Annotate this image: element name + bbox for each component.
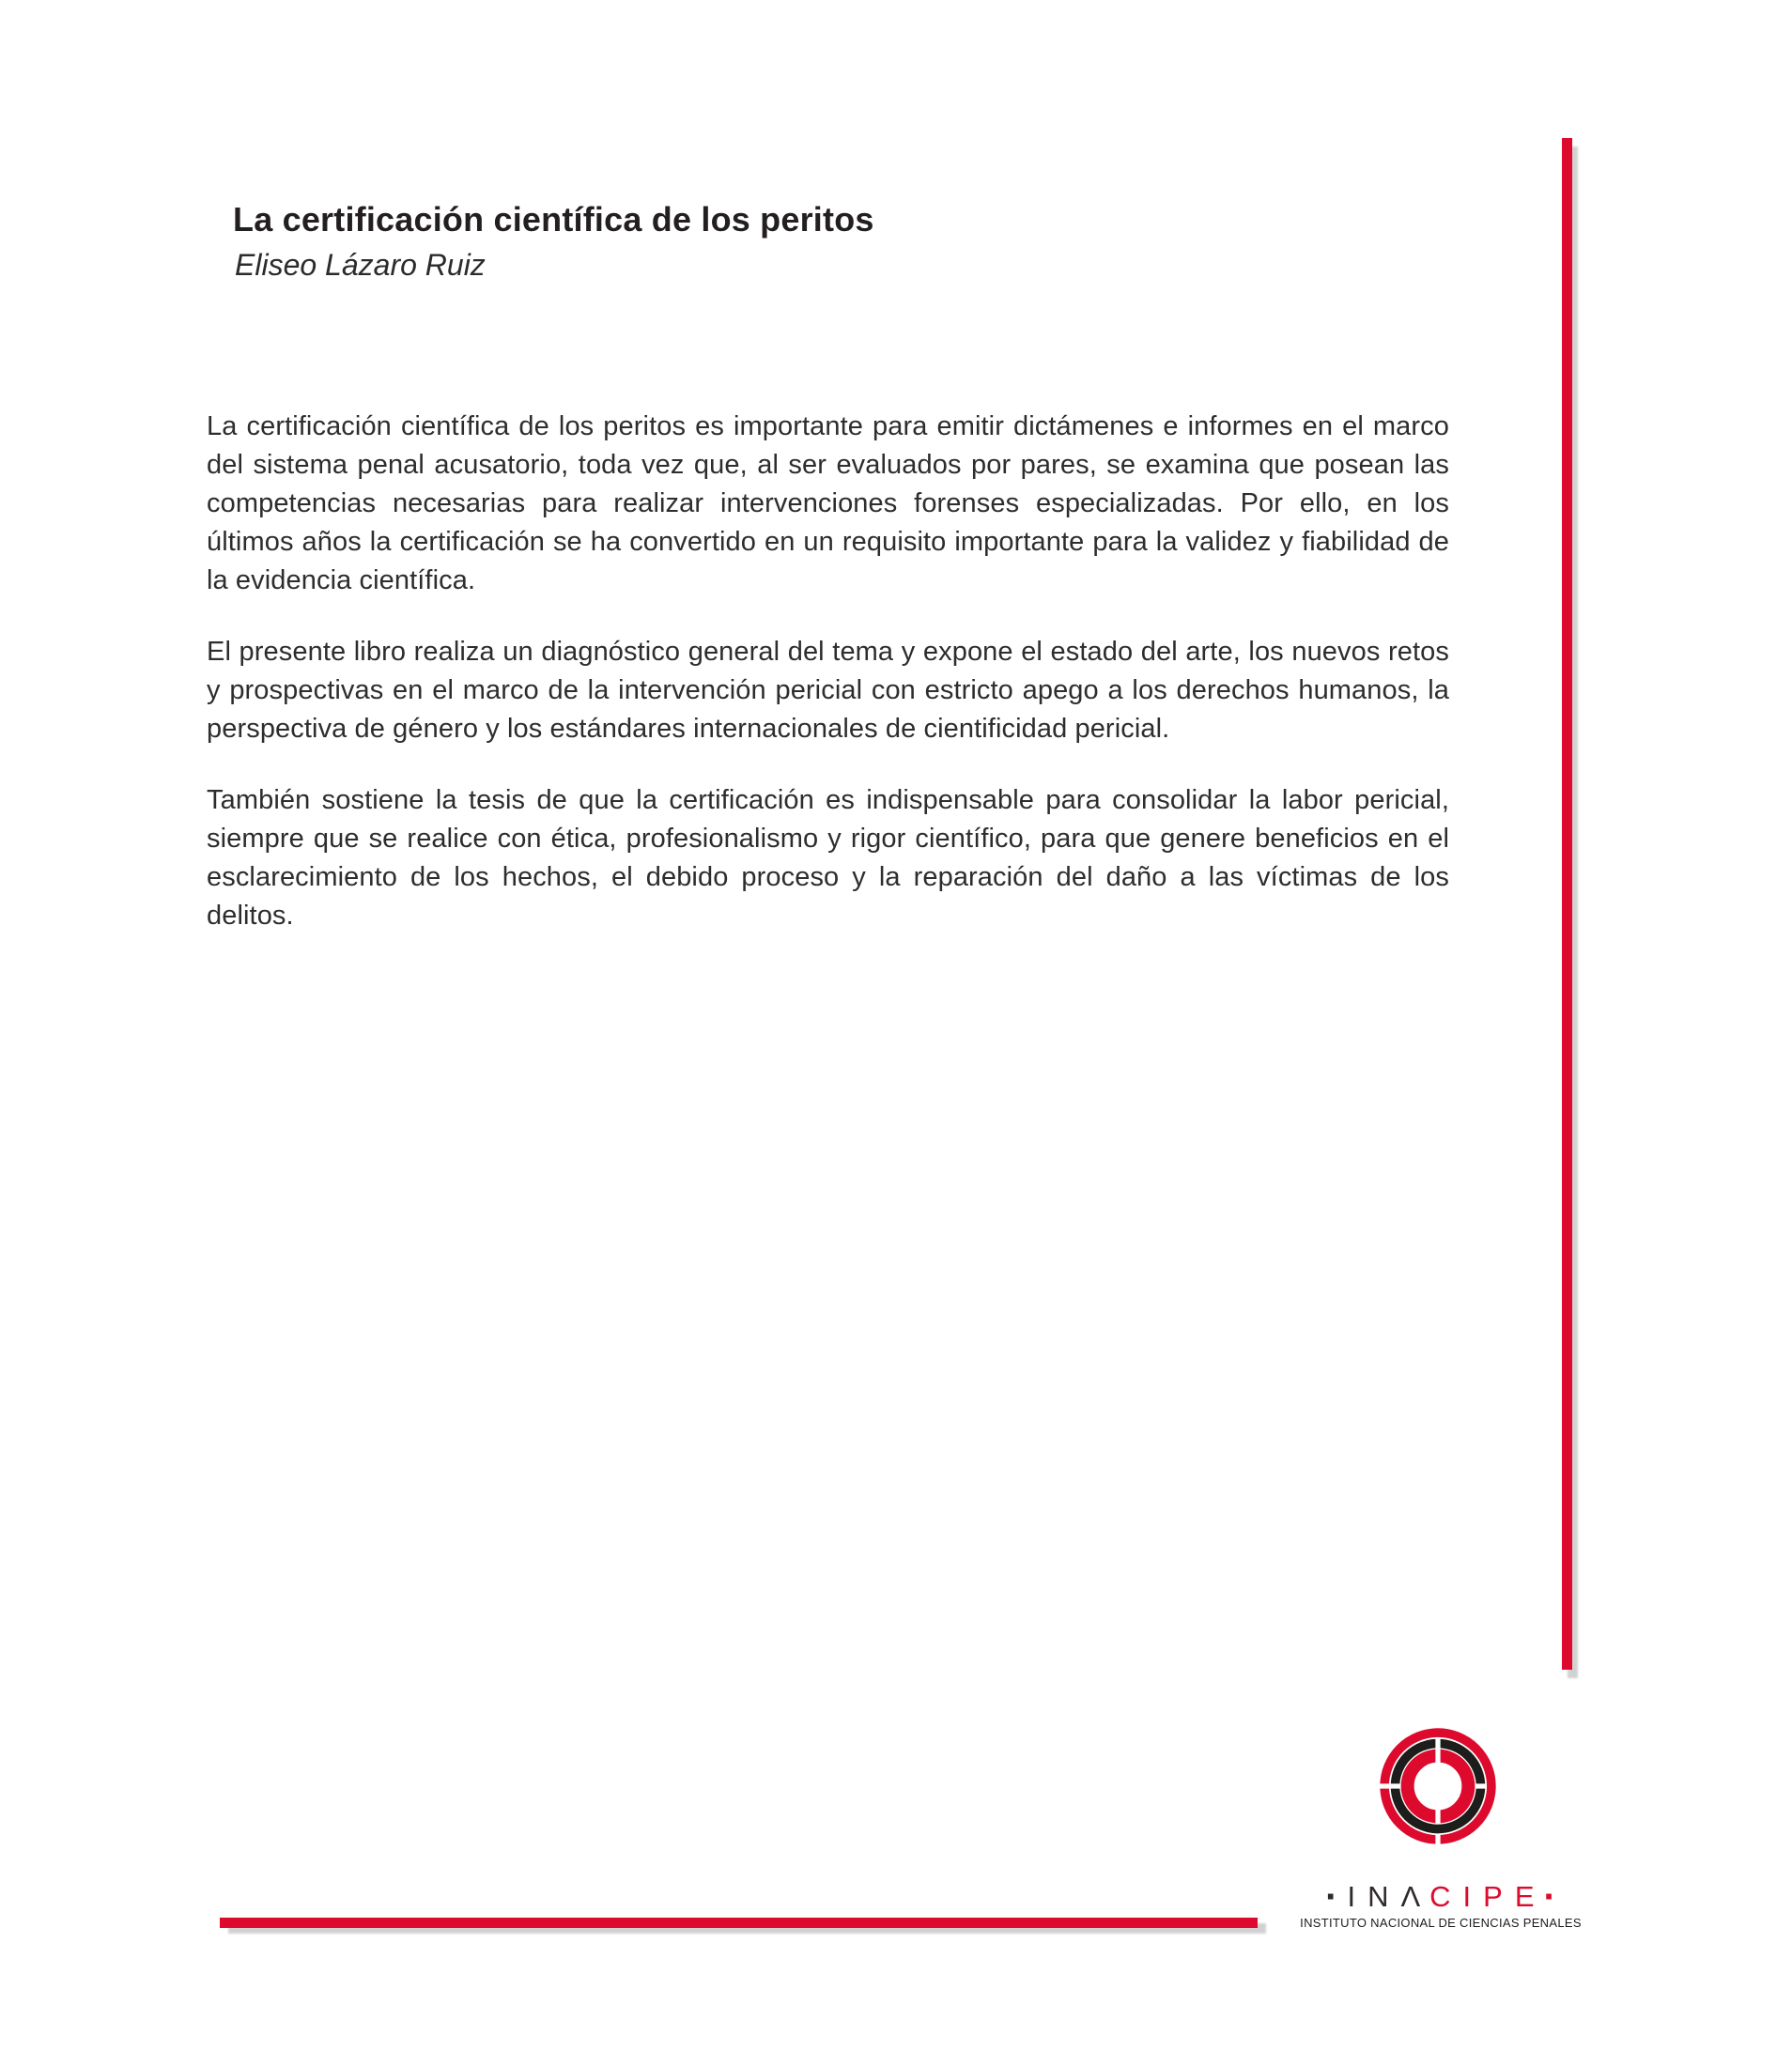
red-vertical-rule <box>1562 138 1572 1670</box>
paragraph: La certificación científica de los peritos es importante para emitir dictámenes e informes en el marco del sistema penal acusatorio, toda vez que, al ser evaluados por pares, se examina que posean las competencias necesarias para realizar intervenciones forenses especializadas. Por ello, en los últimos años la certificación se ha convertido en un requisito importante para la validez y fiabilidad de la evidencia científica. <box>207 411 1449 595</box>
inacipe-wordmark: · INΛ CIPE · <box>1325 1876 1556 1918</box>
paragraph: El presente libro realiza un diagnóstico general del tema y expone el estado del arte, los nuevos retos y prospectivas en el marco de la intervención pericial con estricto apego a los derechos humanos, la perspectiva de género y los estándares internacionales de cientificidad pericial. <box>207 637 1449 744</box>
wordmark-cipe: CIPE <box>1429 1880 1547 1913</box>
inacipe-tagline: INSTITUTO NACIONAL DE CIENCIAS PENALES <box>1300 1916 1582 1930</box>
inacipe-rings-icon <box>1372 1720 1504 1852</box>
wordmark-ina: INΛ <box>1347 1880 1433 1913</box>
page-title: La certificación científica de los peritos <box>233 200 874 239</box>
author-name: Eliseo Lázaro Ruiz <box>235 248 486 282</box>
paragraph: También sostiene la tesis de que la certificación es indispensable para consolidar la labor pericial, siempre que se realice con ética, profesionalismo y rigor científico, para que genere beneficios en el esclarecimiento de los hechos, el debido proceso y la reparación del daño a las víctimas de los delitos. <box>207 785 1449 931</box>
red-horizontal-rule <box>220 1918 1258 1928</box>
abstract-text <box>207 408 1449 968</box>
